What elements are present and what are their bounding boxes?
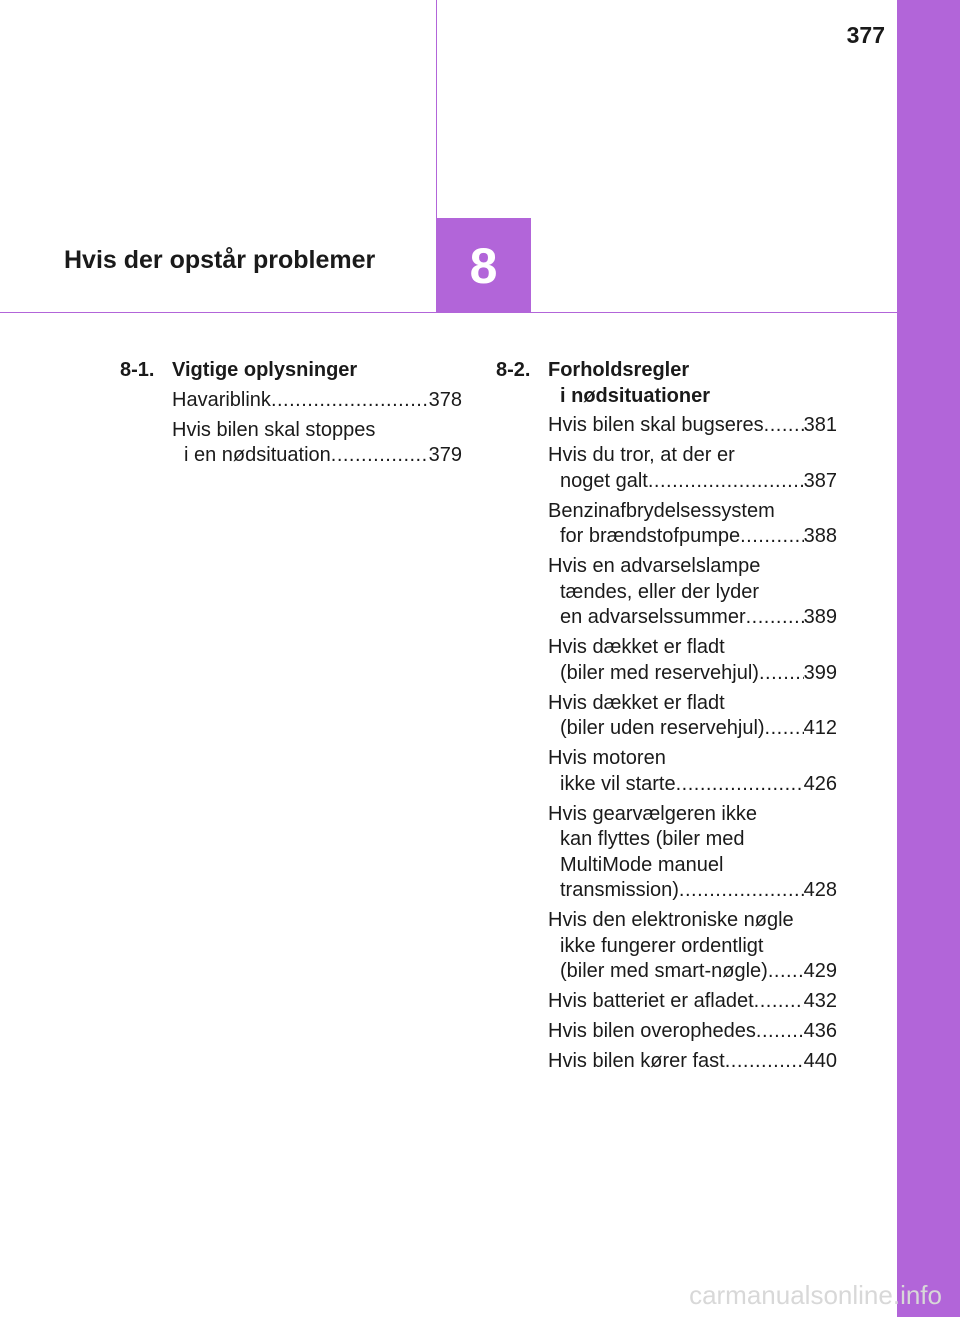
toc-entry[interactable] [548, 499, 837, 550]
dot-leader [331, 443, 429, 469]
dot-leader [740, 524, 804, 550]
dot-leader [746, 605, 804, 631]
toc-entry-last-line [172, 443, 462, 469]
toc-entry-line: noget galt [560, 469, 648, 492]
section-title [172, 358, 357, 384]
toc-entry-line: Hvis dækket er fladt [548, 691, 725, 714]
toc-entry[interactable] [548, 443, 837, 494]
section-title-line: Vigtige oplysninger [172, 359, 358, 381]
toc-entry-line: (biler med reservehjul) [560, 661, 759, 684]
toc-entry-line: Hvis bilen overophedes [548, 1020, 756, 1042]
toc-page-number: 440 [803, 1050, 837, 1072]
chapter-number-box [436, 218, 531, 313]
toc-entry-last-line [548, 661, 837, 687]
chapter-title: Hvis der opstår problemer [64, 246, 376, 274]
toc-page-number: 412 [803, 717, 837, 739]
toc-entry-line: Hvis en advarselslampe [548, 555, 761, 577]
toc-page-number: 436 [803, 1020, 837, 1042]
toc-entry[interactable] [548, 989, 837, 1015]
dot-leader [676, 772, 804, 798]
toc-entry-line: Hvis du tror, at der er [548, 444, 735, 466]
toc-page-number: 426 [803, 772, 837, 795]
toc-page-number: 399 [803, 661, 837, 684]
dot-leader [271, 388, 429, 414]
dot-leader [754, 989, 804, 1015]
toc-section-8-2 [496, 358, 837, 1079]
toc-entry-last-line [548, 469, 837, 495]
toc-page-number: 381 [803, 414, 837, 436]
toc-entry[interactable] [548, 691, 837, 742]
toc-page-number: 389 [803, 606, 837, 628]
toc-entry-last-line [548, 1019, 837, 1045]
toc-entry-line: Hvis batteriet er afladet [548, 990, 754, 1012]
section-number: 8-2. [496, 359, 531, 381]
toc-entry-line: MultiMode manuel [560, 853, 724, 876]
page-number: 377 [846, 22, 885, 48]
toc-entry[interactable] [548, 802, 837, 904]
chapter-number: 8 [469, 237, 498, 294]
toc-entry-last-line [548, 605, 837, 631]
toc-page-number: 429 [803, 960, 837, 982]
section-heading [496, 358, 837, 409]
toc-entries [172, 388, 462, 469]
toc-entry-line: transmission) [560, 879, 679, 901]
dot-leader [648, 469, 804, 495]
toc-page-number: 428 [803, 879, 837, 901]
toc-entry-line: Havariblink [172, 388, 271, 411]
toc-entry[interactable] [548, 908, 837, 985]
dot-leader [765, 716, 804, 742]
toc-entry-last-line [548, 959, 837, 985]
dot-leader [725, 1049, 804, 1075]
toc-entry-last-line [548, 1049, 837, 1075]
toc-page-number: 378 [428, 388, 462, 411]
section-title-line: i nødsituationer [560, 384, 710, 407]
toc-entry-last-line [548, 878, 837, 904]
dot-leader [764, 413, 804, 439]
toc-entry-line: Hvis bilen kører fast [548, 1050, 725, 1072]
toc-entry-line: Benzinafbrydelsessystem [548, 499, 775, 522]
toc-entry[interactable] [548, 746, 837, 797]
toc-entry-line: Hvis bilen skal bugseres [548, 414, 764, 436]
toc-entry-line: i en nødsituation [184, 444, 331, 466]
toc-entries [548, 413, 837, 1075]
toc-page-number: 432 [803, 990, 837, 1012]
toc-entry[interactable] [548, 635, 837, 686]
toc-entry-last-line [548, 772, 837, 798]
toc-entry[interactable] [548, 1019, 837, 1045]
toc-entry-last-line [548, 413, 837, 439]
toc-entry-line: ikke fungerer ordentligt [560, 934, 764, 957]
toc-entry-line: Hvis dækket er fladt [548, 636, 725, 658]
dot-leader [759, 661, 804, 687]
toc-entry-last-line [548, 989, 837, 1015]
toc-entry-line: Hvis gearvælgeren ikke [548, 802, 757, 825]
toc-entry[interactable] [548, 413, 837, 439]
watermark: carmanualsonline.info [689, 1280, 942, 1310]
dot-leader [756, 1019, 804, 1045]
section-heading [120, 358, 462, 384]
toc-entry-line: (biler uden reservehjul) [560, 717, 765, 739]
chapter-tab-band [897, 0, 960, 1317]
toc-entry-line: kan flyttes (biler med [560, 828, 745, 850]
toc-entry[interactable] [548, 1049, 837, 1075]
toc-page-number: 388 [803, 525, 837, 547]
toc-entry-last-line [548, 716, 837, 742]
toc-entry-last-line [172, 388, 462, 414]
dot-leader [679, 878, 804, 904]
dot-leader [768, 959, 804, 985]
toc-entry-line: (biler med smart-nøgle) [560, 960, 768, 982]
section-number: 8-1. [120, 359, 155, 381]
toc-entry-line: Hvis den elektroniske nøgle [548, 909, 794, 931]
toc-entry[interactable] [172, 388, 462, 414]
toc-page-number: 379 [428, 444, 462, 466]
toc-entry-line: Hvis bilen skal stoppes [172, 418, 376, 441]
toc-page-number: 387 [803, 469, 837, 492]
toc-entry[interactable] [172, 418, 462, 469]
section-title [548, 358, 710, 409]
toc-entry-line: en advarselssummer [560, 606, 746, 628]
toc-entry-line: ikke vil starte [560, 772, 676, 795]
section-title-line: Forholdsregler [548, 359, 690, 381]
toc-entry[interactable] [548, 554, 837, 631]
toc-section-8-1 [120, 358, 462, 473]
toc-entry-line: Hvis motoren [548, 747, 666, 769]
header-divider-vertical [436, 0, 437, 218]
toc-entry-last-line [548, 524, 837, 550]
toc-entry-line: for brændstofpumpe [560, 525, 741, 547]
toc-entry-line: tændes, eller der lyder [560, 580, 759, 603]
